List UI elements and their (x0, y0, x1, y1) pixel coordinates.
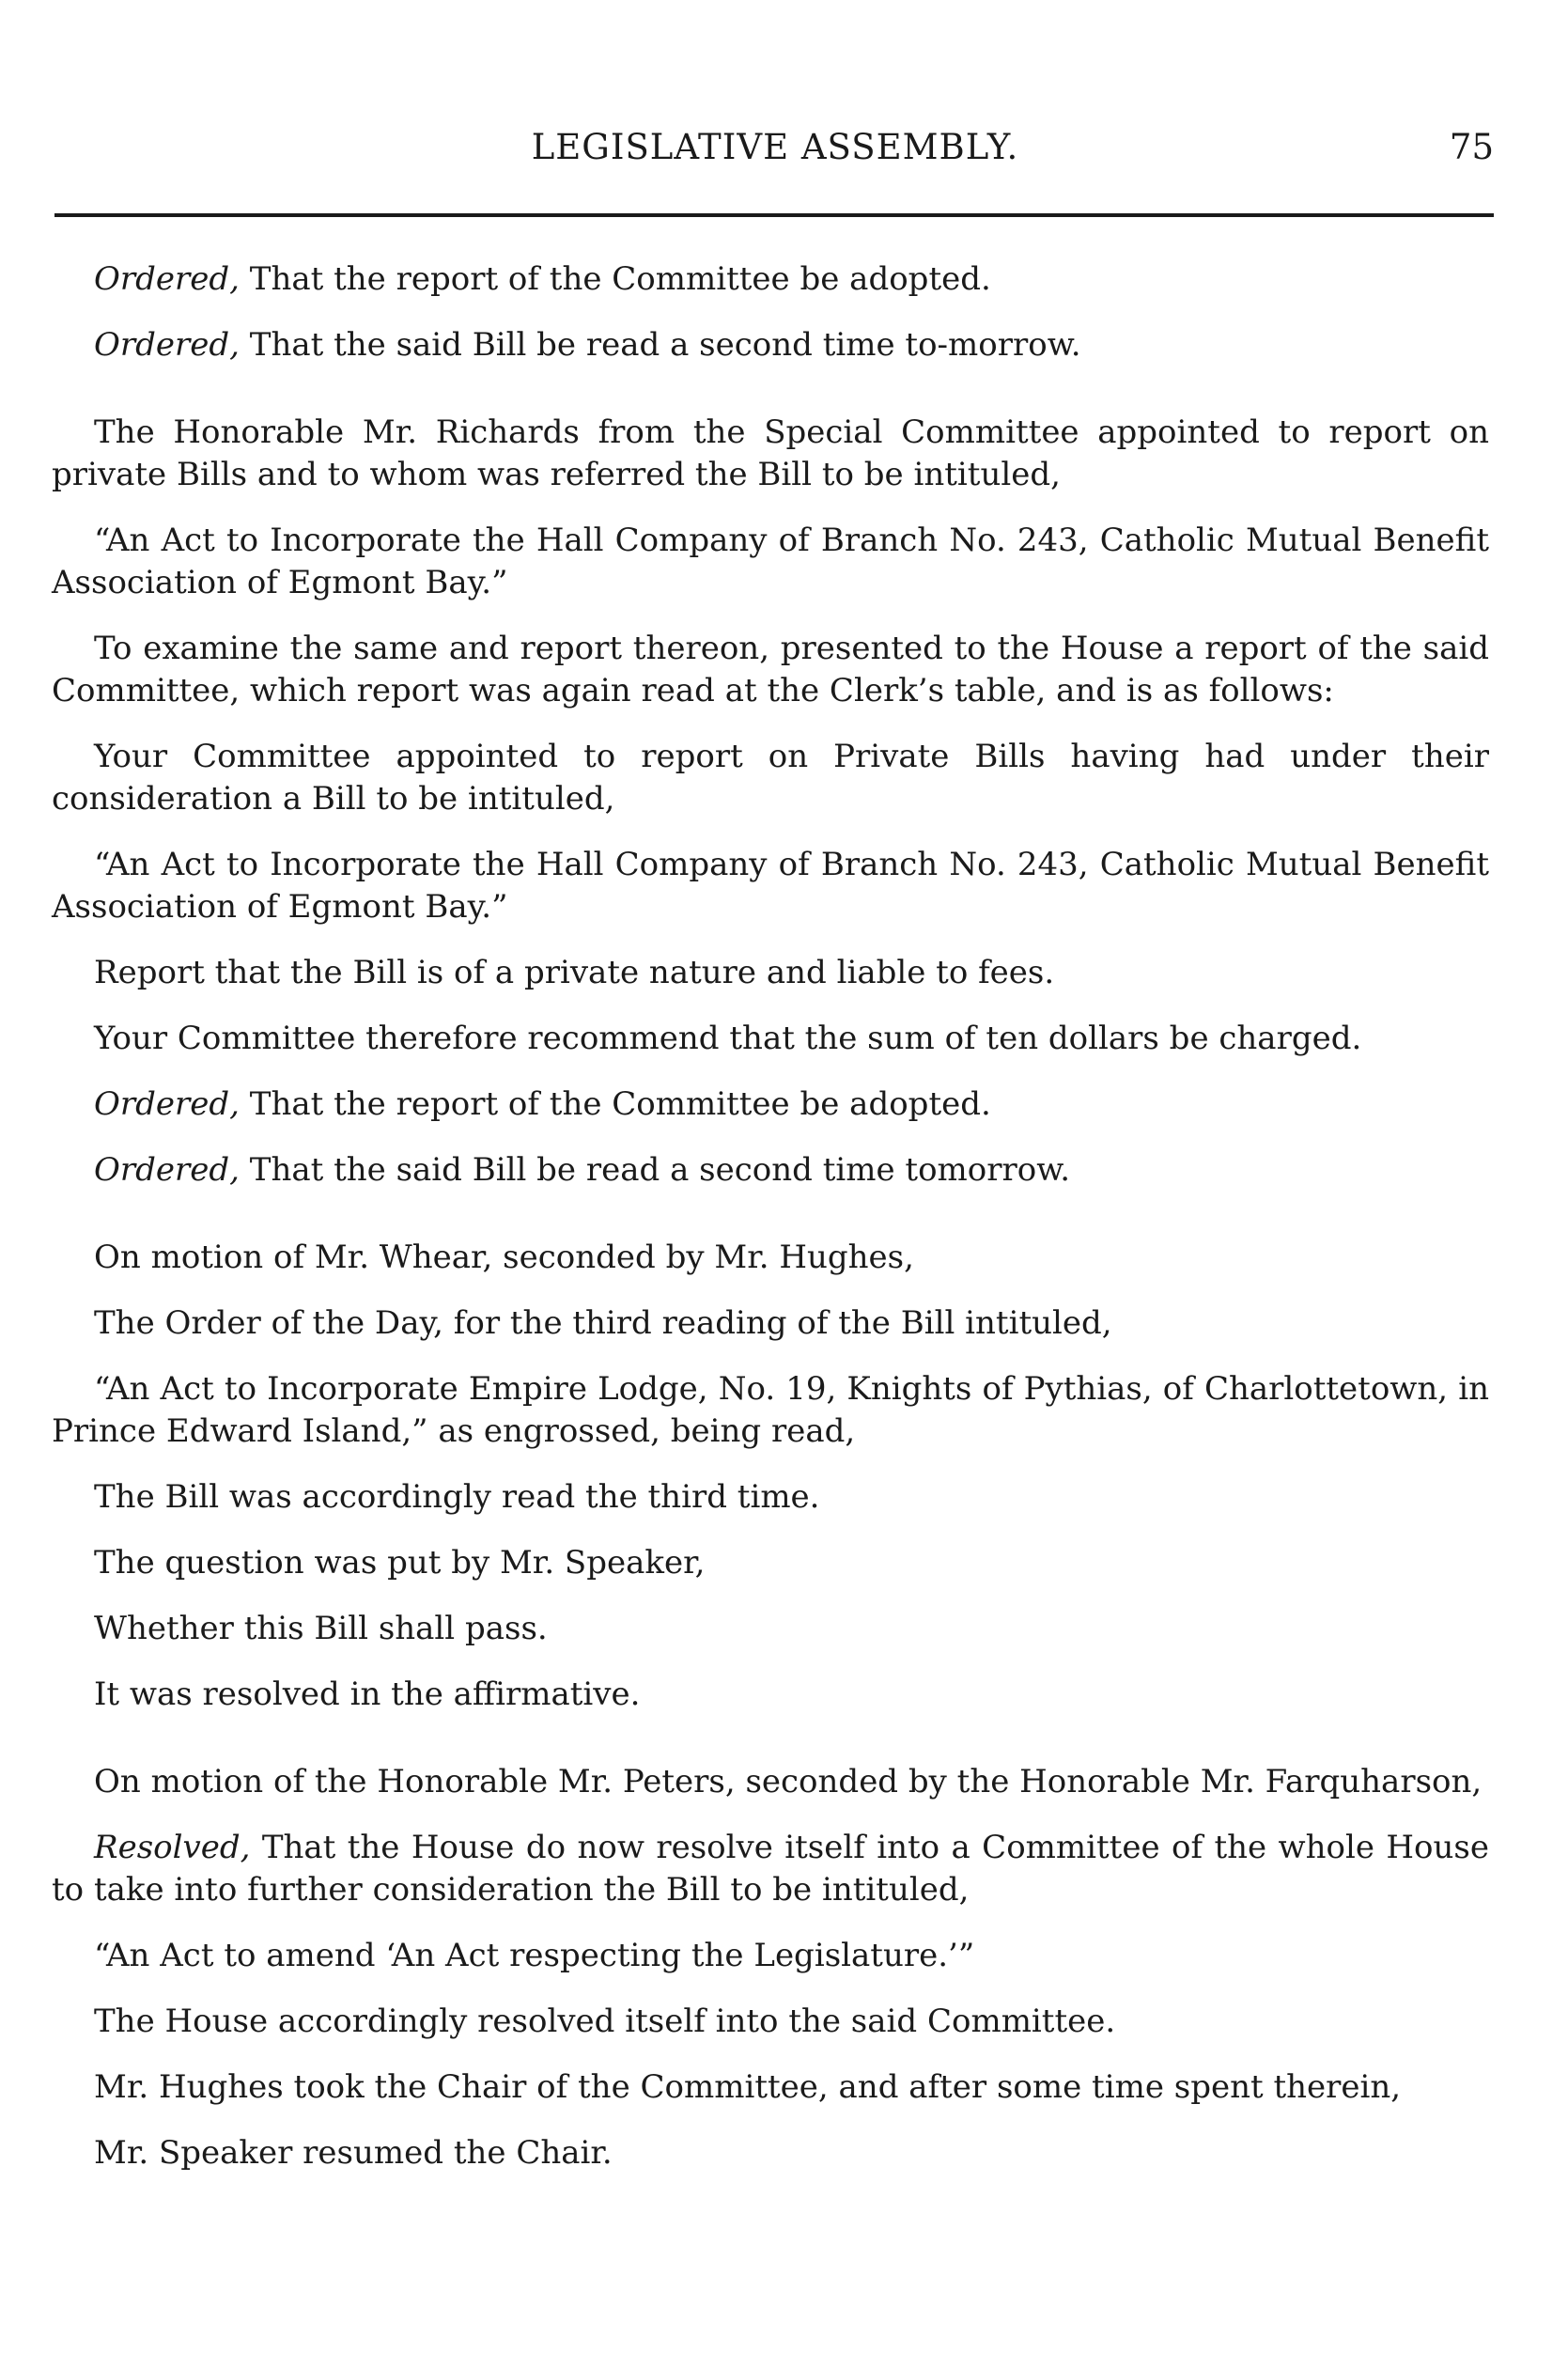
paragraph (52, 1083, 1489, 1126)
paragraph-text: It was resolved in the affirmative. (94, 1675, 641, 1713)
paragraph-text: The Order of the Day, for the third reading of the Bill intituled, (94, 1304, 1112, 1342)
header-rule (54, 213, 1494, 217)
paragraph (52, 1018, 1489, 1060)
paragraph (52, 2001, 1489, 2043)
paragraph-text: To examine the same and report thereon, presented to the House a report of the said Committee, which report was again read at the Clerk’s table, and is as follows: (52, 630, 1489, 709)
paragraph-text: That the said Bill be read a second time to-morrow. (239, 326, 1081, 364)
page-body (52, 258, 1489, 2198)
paragraph (52, 1827, 1489, 1911)
page-title: LEGISLATIVE ASSEMBLY. (531, 127, 1019, 167)
paragraph-text: Mr. Hughes took the Chair of the Committee, and after some time spent therein, (94, 2068, 1402, 2106)
paragraph (52, 1368, 1489, 1453)
page-number: 75 (1449, 127, 1494, 167)
paragraph-text: “An Act to Incorporate the Hall Company of Branch No. 243, Catholic Mutual Benefit Association of Egmont Bay.” (52, 846, 1489, 926)
paragraph-text: The Honorable Mr. Richards from the Special Committee appointed to report on private Bills and to whom was referred the Bill to be intituled, (52, 413, 1489, 493)
paragraph-text: The question was put by Mr. Speaker, (94, 1544, 706, 1582)
paragraph-text: That the report of the Committee be adopted. (239, 1085, 991, 1123)
paragraph-text: Whether this Bill shall pass. (94, 1610, 548, 1647)
paragraph-text: The Bill was accordingly read the third time. (94, 1478, 820, 1516)
paragraph-text: That the said Bill be read a second time tomorrow. (239, 1151, 1071, 1189)
paragraph-keyword: Ordered, (94, 1151, 240, 1189)
paragraph (52, 1302, 1489, 1345)
paragraph (52, 736, 1489, 820)
paragraph-text: “An Act to amend ‘An Act respecting the Legislature.’” (94, 1937, 975, 1974)
paragraph (52, 2066, 1489, 2109)
paragraph-text: That the report of the Committee be adopted. (239, 260, 991, 298)
paragraph (52, 520, 1489, 604)
paragraph-text: On motion of Mr. Whear, seconded by Mr. Hughes, (94, 1239, 914, 1276)
paragraph (52, 1935, 1489, 1977)
paragraph-keyword: Ordered, (94, 1085, 240, 1123)
paragraph-text: The House accordingly resolved itself into the said Committee. (94, 2003, 1116, 2040)
paragraph-text: Your Committee appointed to report on Private Bills having had under their consideration a Bill to be intituled, (52, 738, 1489, 818)
paragraph-text: Report that the Bill is of a private nature and liable to fees. (94, 954, 1055, 991)
paragraph (52, 628, 1489, 712)
paragraph-keyword: Ordered, (94, 260, 240, 298)
paragraph (52, 412, 1489, 496)
paragraph-keyword: Ordered, (94, 326, 240, 364)
paragraph-keyword: Resolved, (94, 1829, 251, 1866)
paragraph-text: That the House do now resolve itself into a Committee of the whole House to take into further consideration the Bill to be intituled, (52, 1829, 1489, 1909)
paragraph-text: “An Act to Incorporate the Hall Company of Branch No. 243, Catholic Mutual Benefit Association of Egmont Bay.” (52, 522, 1489, 601)
paragraph-text: “An Act to Incorporate Empire Lodge, No. 19, Knights of Pythias, of Charlottetown, in Prince Edward Island,” as engrossed, being read, (52, 1370, 1489, 1450)
paragraph (52, 1476, 1489, 1519)
paragraph (52, 1674, 1489, 1716)
page-header (56, 127, 1494, 183)
paragraph (52, 2132, 1489, 2174)
paragraph-text: On motion of the Honorable Mr. Peters, seconded by the Honorable Mr. Farquharson, (94, 1763, 1483, 1800)
paragraph (52, 1761, 1489, 1803)
paragraph (52, 1149, 1489, 1192)
paragraph (52, 324, 1489, 366)
paragraph (52, 952, 1489, 994)
paragraph (52, 1542, 1489, 1584)
paragraph (52, 1237, 1489, 1279)
paragraph-text: Your Committee therefore recommend that the sum of ten dollars be charged. (94, 1020, 1362, 1057)
paragraph (52, 1608, 1489, 1650)
paragraph (52, 258, 1489, 301)
paragraph-text: Mr. Speaker resumed the Chair. (94, 2134, 613, 2172)
paragraph (52, 844, 1489, 928)
